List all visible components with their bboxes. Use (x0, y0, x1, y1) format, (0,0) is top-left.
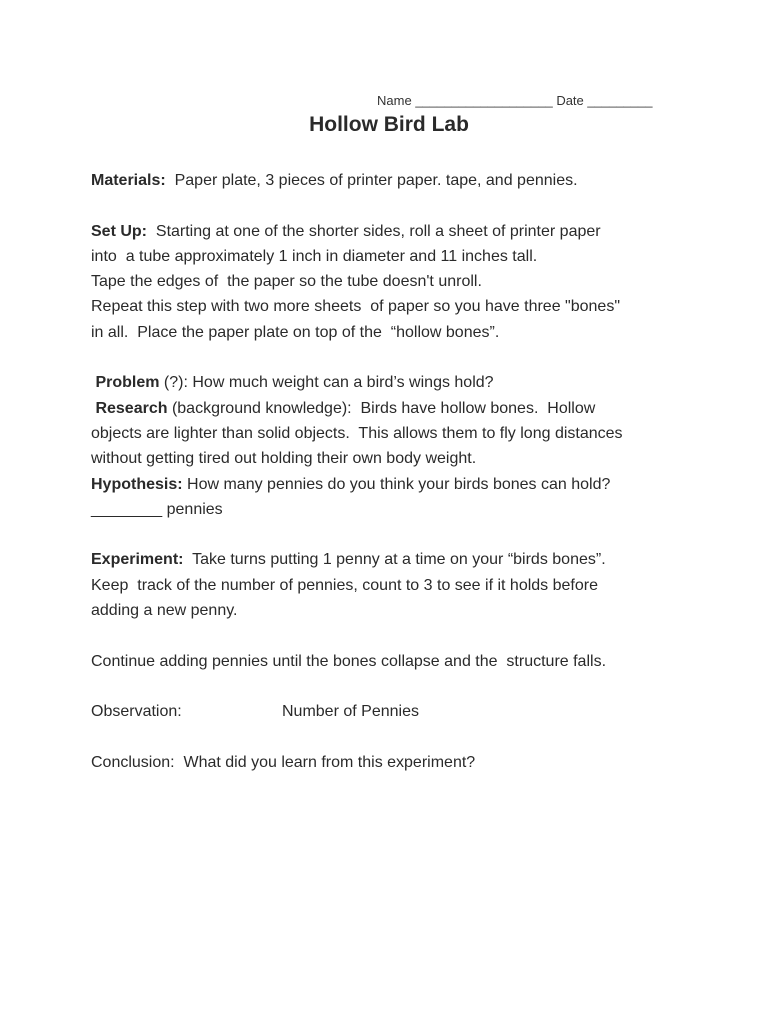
research-line-3: without getting tired out holding their own body weight. (91, 450, 477, 468)
hypothesis-text-1: How many pennies do you think your birds bones can hold? (182, 475, 611, 493)
spacer (91, 623, 691, 648)
spacer (91, 345, 691, 370)
setup-line-1 (91, 219, 691, 244)
research-line-2: objects are lighter than solid objects. This allows them to fly long distances (91, 424, 623, 442)
problem-text: (?): How much weight can a bird’s wings hold? (159, 374, 494, 392)
conclusion-line: Conclusion: What did you learn from this experiment? (91, 753, 476, 771)
name-label: Name (377, 93, 412, 108)
continue-line: Continue adding pennies until the bones collapse and the structure falls. (91, 652, 607, 670)
experiment-line-3: adding a new penny. (91, 602, 238, 620)
spacer (91, 522, 691, 547)
setup-line-3: Tape the edges of the paper so the tube doesn't unroll. (91, 273, 482, 291)
date-label: Date (556, 93, 584, 108)
date-blank: _________ (587, 93, 653, 108)
experiment-line-2: Keep track of the number of pennies, count to 3 to see if it holds before (91, 576, 598, 594)
research-label: Research (95, 399, 168, 417)
experiment-text-1: Take turns putting 1 penny at a time on your “birds bones”. (183, 551, 606, 569)
research-text-1: (background knowledge): Birds have hollow bones. Hollow (167, 399, 596, 417)
materials-label: Materials: (91, 172, 166, 189)
observation-line (91, 699, 691, 724)
experiment-line-1 (91, 547, 691, 572)
setup-label: Set Up: (91, 222, 147, 240)
problem-line (91, 370, 691, 395)
page-title: Hollow Bird Lab (309, 113, 469, 136)
hypothesis-line-2: ________ pennies (91, 500, 223, 518)
setup-line-2: into a tube approximately 1 inch in diameter and 11 inches tall. (91, 247, 538, 265)
materials-line (91, 168, 691, 193)
research-line-1 (91, 396, 691, 421)
name-date-line (377, 93, 652, 108)
observation-column-header: Number of Pennies (282, 703, 419, 721)
observation-label: Observation: (91, 703, 182, 721)
worksheet-body (91, 168, 691, 775)
materials-text: Paper plate, 3 pieces of printer paper. tape, and pennies. (165, 172, 578, 189)
spacer (91, 674, 691, 699)
setup-line-5: in all. Place the paper plate on top of the “hollow bones”. (91, 323, 500, 341)
setup-line-4: Repeat this step with two more sheets of paper so you have three "bones" (91, 298, 620, 316)
hypothesis-line-1 (91, 472, 691, 497)
spacer (91, 193, 691, 218)
name-blank: ___________________ (415, 93, 553, 108)
experiment-label: Experiment: (91, 551, 184, 569)
setup-text-1: Starting at one of the shorter sides, roll a sheet of printer paper (147, 222, 601, 240)
spacer (91, 725, 691, 750)
hypothesis-label: Hypothesis: (91, 475, 183, 493)
problem-label: Problem (95, 374, 160, 392)
